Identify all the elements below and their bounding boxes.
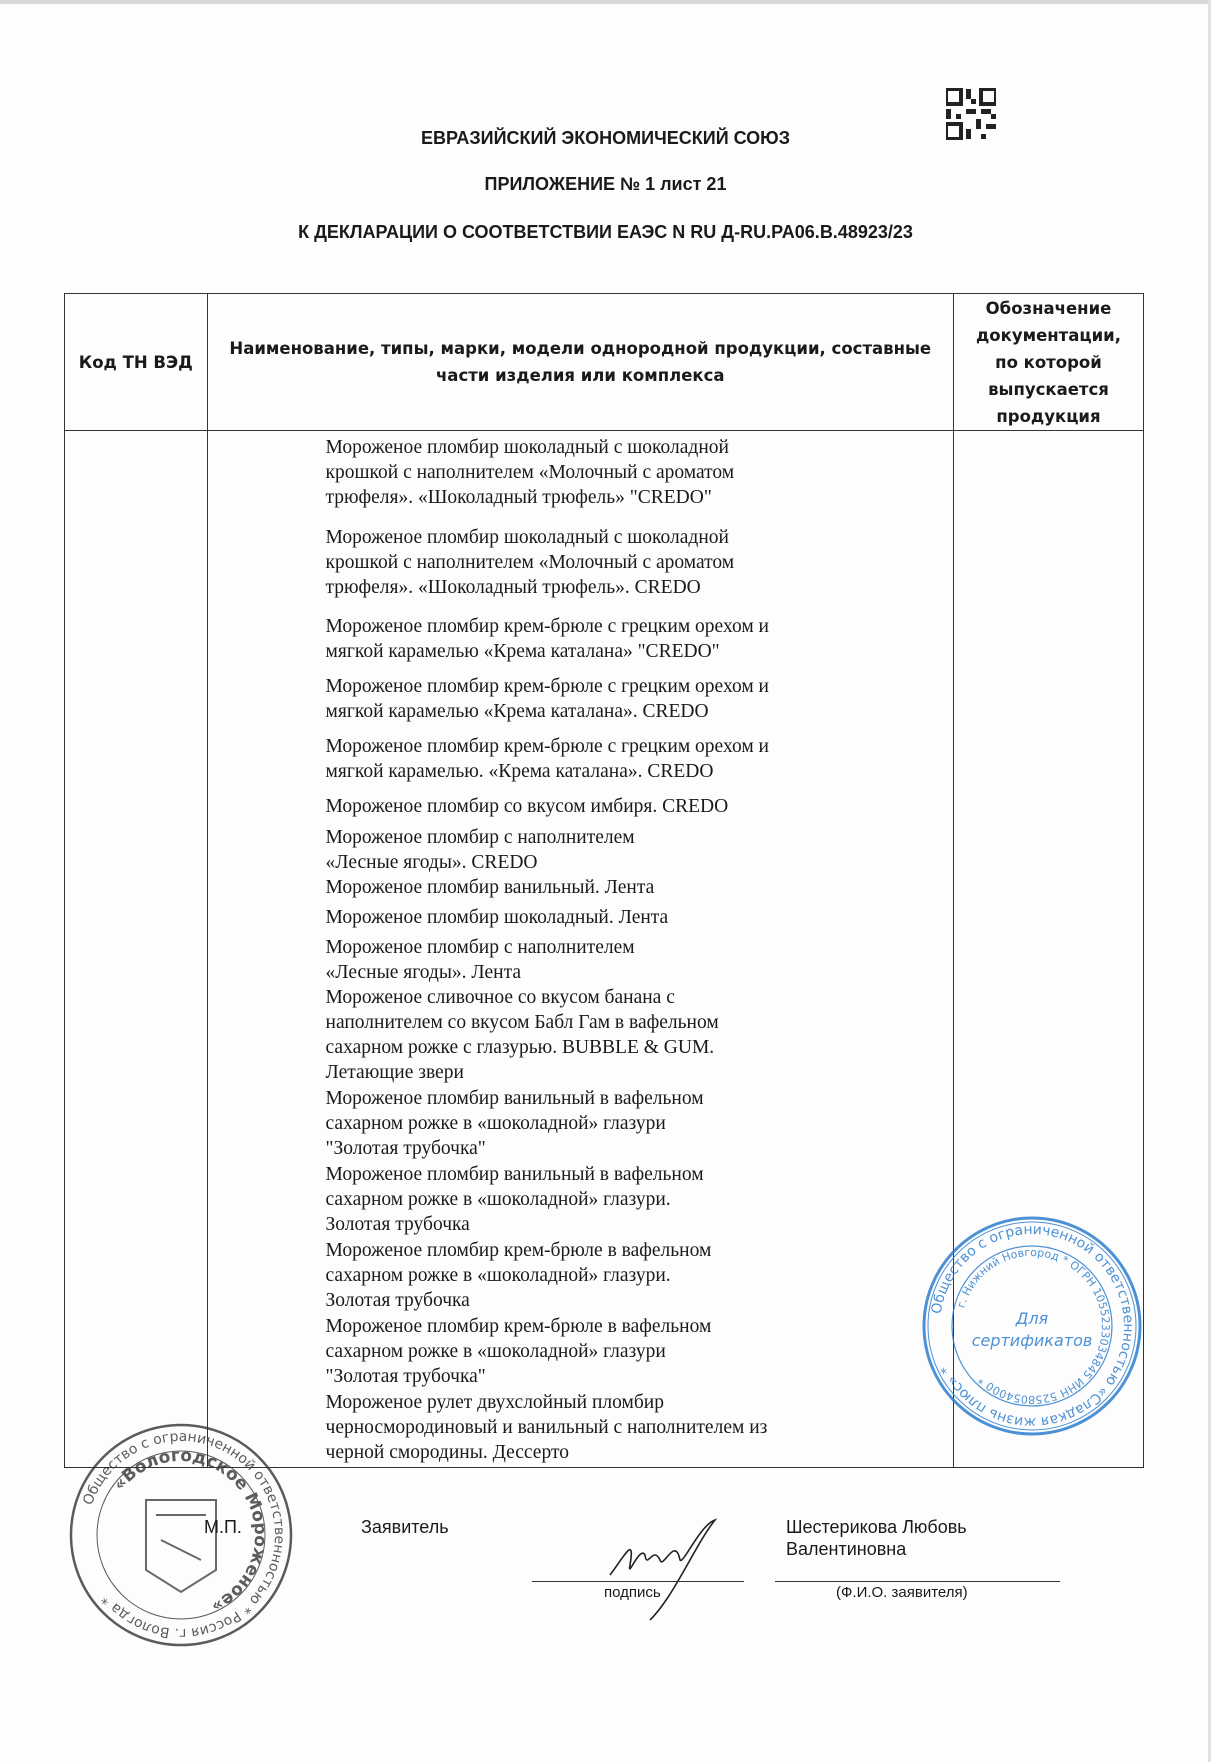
list-item: Мороженое рулет двухслойный пломбир черносмородиновый и ванильный с наполнителем из черной смородины. Дессерто	[325, 1392, 768, 1463]
list-item: Мороженое пломбир крем-брюле с грецким орехом и мягкой карамелью «Крема каталана». CREDO	[325, 676, 769, 722]
column-header-name	[207, 294, 953, 431]
applicant-name-line2: Валентиновна	[786, 1539, 907, 1559]
union-title: ЕВРАЗИЙСКИЙ ЭКОНОМИЧЕСКИЙ СОЮЗ	[420, 128, 791, 148]
applicant-name-line1: Шестерикова Любовь	[786, 1517, 967, 1537]
list-item: Мороженое пломбир крем-брюле с грецким орехом и мягкой карамелью «Крема каталана» "CREDO"	[325, 616, 769, 662]
column-header-docs	[953, 294, 1143, 431]
stamp-outer-text: Общество с ограниченной ответственностью «Сладкая жизнь плюс» *	[928, 1221, 1137, 1431]
appendix-title: ПРИЛОЖЕНИЕ № 1 лист 21	[484, 174, 727, 194]
list-item: Мороженое пломбир шоколадный. Лента	[325, 907, 669, 928]
coat-of-arms-icon	[146, 1500, 216, 1592]
column-header-code: Код ТН ВЭД	[65, 294, 208, 431]
svg-text:Общество с ограниченной ответс: Общество с ограниченной ответственностью * Россия г. Вологда *	[80, 1428, 288, 1642]
svg-text:«Вологодское Мороженое»: «Вологодское Мороженое»	[109, 1445, 271, 1617]
list-item: Мороженое пломбир шоколадный с шоколадной крошкой с наполнителем «Молочный с ароматом трюфеля». «Шоколадный трюфель». CREDO	[325, 527, 735, 598]
signature-line	[532, 1581, 744, 1582]
stamp-center-text: сертификатов	[971, 1331, 1093, 1350]
code-cell	[65, 431, 208, 1468]
products-cell	[207, 431, 953, 1468]
list-item: Мороженое пломбир со вкусом имбиря. CREDO	[325, 796, 729, 817]
list-item: Мороженое пломбир ванильный в вафельном сахарном рожке в «шоколадной» глазури "Золотая трубочка"	[325, 1088, 704, 1159]
stamp-center-text: Для	[1015, 1309, 1049, 1328]
mp-label: М.П.	[204, 1517, 242, 1537]
applicant-label: Заявитель	[361, 1517, 449, 1537]
name-line	[775, 1581, 1060, 1582]
signature	[605, 1515, 735, 1625]
list-item: Мороженое пломбир крем-брюле в вафельном сахарном рожке в «шоколадной» глазури. Золотая трубочка	[325, 1240, 712, 1311]
signature-caption: подпись	[604, 1584, 661, 1601]
stamp-inner-text: г. Нижний Новгород * ОГРН 1055233034845 ИНН 5258054000 *	[954, 1245, 1113, 1407]
list-item: Мороженое пломбир с наполнителем «Лесные ягоды». Лента	[325, 937, 635, 983]
column-header-name-text: Наименование, типы, марки, модели однородной продукции, составные части изделия или комплекса	[229, 339, 932, 385]
list-item: Мороженое пломбир с наполнителем «Лесные ягоды». CREDO	[325, 827, 635, 873]
column-header-docs-text: Обозначение документации, по которой выпускается продукция	[975, 298, 1121, 426]
list-item: Мороженое пломбир ванильный в вафельном сахарном рожке в «шоколадной» глазури. Золотая трубочка	[325, 1164, 704, 1235]
company-stamp-blue	[918, 1212, 1146, 1440]
company-stamp-black	[66, 1420, 296, 1650]
list-item: Мороженое пломбир крем-брюле в вафельном сахарном рожке в «шоколадной» глазури "Золотая трубочка"	[325, 1316, 712, 1387]
list-item: Мороженое пломбир крем-брюле с грецким орехом и мягкой карамелью. «Крема каталана». CREDO	[325, 736, 769, 782]
scan-edge	[0, 0, 1211, 4]
name-caption: (Ф.И.О. заявителя)	[836, 1584, 968, 1601]
declaration-title: К ДЕКЛАРАЦИИ О СООТВЕТСТВИИ ЕАЭС N RU Д-RU.PA06.B.48923/23	[298, 222, 913, 242]
list-item: Мороженое пломбир шоколадный с шоколадной крошкой с наполнителем «Молочный с ароматом трюфеля». «Шоколадный трюфель» "CREDO"	[325, 437, 735, 508]
table-header-row	[65, 294, 1144, 431]
list-item: Мороженое сливочное со вкусом банана с наполнителем со вкусом Бабл Гам в вафельном сахарном рожке с глазурью. BUBBLE & GUM. Летающие звери	[325, 987, 719, 1083]
list-item: Мороженое пломбир ванильный. Лента	[325, 877, 655, 898]
